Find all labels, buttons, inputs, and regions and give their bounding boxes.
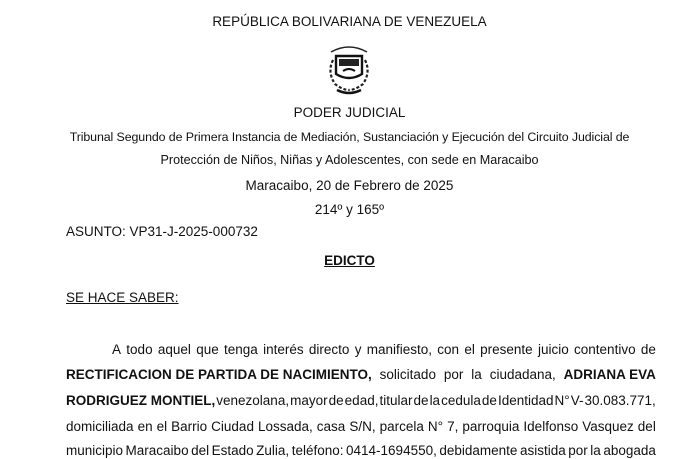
- word: Vasquez: [582, 419, 634, 434]
- body-line-3: [66, 393, 656, 409]
- opening-phrase: SE HACE SABER:: [66, 290, 179, 305]
- word: cedula: [441, 393, 481, 408]
- word: abogada: [603, 443, 656, 458]
- document-date: Maracaibo, 20 de Febrero de 2025: [245, 178, 454, 193]
- word: ciudadana,: [489, 367, 556, 382]
- applicant-name-part-2: RODRIGUEZ MONTIEL,: [66, 393, 216, 408]
- word: en: [137, 419, 153, 434]
- word: por: [443, 367, 464, 382]
- word: todo: [126, 342, 153, 357]
- proceeding-type: RECTIFICACION DE PARTIDA DE NACIMIENTO,: [66, 367, 372, 382]
- word: presente: [480, 342, 533, 357]
- word: manifiesto,: [366, 342, 433, 357]
- word: Lossada,: [257, 419, 313, 434]
- word: S/N,: [349, 419, 376, 434]
- word: la: [590, 443, 601, 458]
- word: debidamente: [439, 443, 518, 458]
- body-line-1: [112, 342, 656, 358]
- word: por: [568, 443, 588, 458]
- word: del: [637, 419, 656, 434]
- word: de: [413, 393, 429, 408]
- word: Maracaibo: [125, 443, 189, 458]
- word: aquel: [157, 342, 191, 357]
- country-header: REPÚBLICA BOLIVARIANA DE VENEZUELA: [212, 14, 487, 29]
- word: con: [437, 342, 460, 357]
- word: directo: [308, 342, 350, 357]
- word: parroquia: [462, 419, 520, 434]
- word: A: [112, 342, 122, 357]
- body-line-5: [66, 443, 656, 459]
- word: Estado: [211, 443, 254, 458]
- word: interés: [263, 342, 304, 357]
- word: N°: [427, 419, 444, 434]
- id-number: 30.083.771,: [584, 393, 656, 408]
- word: Zulia,: [256, 443, 290, 458]
- word: Barrio: [171, 419, 208, 434]
- word: 7,: [447, 419, 459, 434]
- word: Identidad: [497, 393, 554, 408]
- body-line-4: [66, 419, 656, 435]
- case-number: ASUNTO: VP31-J-2025-000732: [66, 224, 258, 239]
- word: el: [464, 342, 475, 357]
- word: de: [640, 342, 656, 357]
- institution-name: PODER JUDICIAL: [293, 105, 406, 120]
- word: solicitado: [379, 367, 436, 382]
- word: contentivo: [574, 342, 636, 357]
- word: del: [191, 443, 210, 458]
- word: de: [481, 393, 497, 408]
- word: titular: [379, 393, 413, 408]
- word: asistida: [519, 443, 566, 458]
- coat-of-arms-icon: [321, 40, 377, 96]
- word: la: [471, 367, 482, 382]
- word: domiciliada: [66, 419, 134, 434]
- word: mayor: [290, 393, 328, 408]
- republic-years: 214º y 165º: [314, 202, 385, 217]
- word: edad,: [344, 393, 379, 408]
- body-line-2: [66, 367, 656, 383]
- word: Ciudad: [211, 419, 254, 434]
- word: Idelfonso: [523, 419, 579, 434]
- applicant-name-part-1: ADRIANA EVA: [563, 367, 656, 382]
- court-name-line-1: Tribunal Segundo de Primera Instancia de Mediación, Sustanciación y Ejecución del Circuito Judicial de: [69, 130, 630, 144]
- word: el: [156, 419, 168, 434]
- word: teléfono:: [291, 443, 344, 458]
- word: venezolana,: [216, 393, 290, 408]
- word: la: [429, 393, 441, 408]
- word: tenga: [224, 342, 258, 357]
- document-title: EDICTO: [324, 253, 375, 268]
- word: y: [354, 342, 362, 357]
- word: V-: [570, 393, 584, 408]
- word: de: [328, 393, 344, 408]
- word: casa: [316, 419, 346, 434]
- word: N°: [554, 393, 570, 408]
- word: municipio: [66, 443, 124, 458]
- court-name-line-2: Protección de Niños, Niñas y Adolescentes, con sede en Maracaibo: [160, 153, 539, 167]
- phone-number: 0414-1694550,: [346, 443, 437, 458]
- word: que: [196, 342, 219, 357]
- word: parcela: [379, 419, 424, 434]
- word: juicio: [537, 342, 569, 357]
